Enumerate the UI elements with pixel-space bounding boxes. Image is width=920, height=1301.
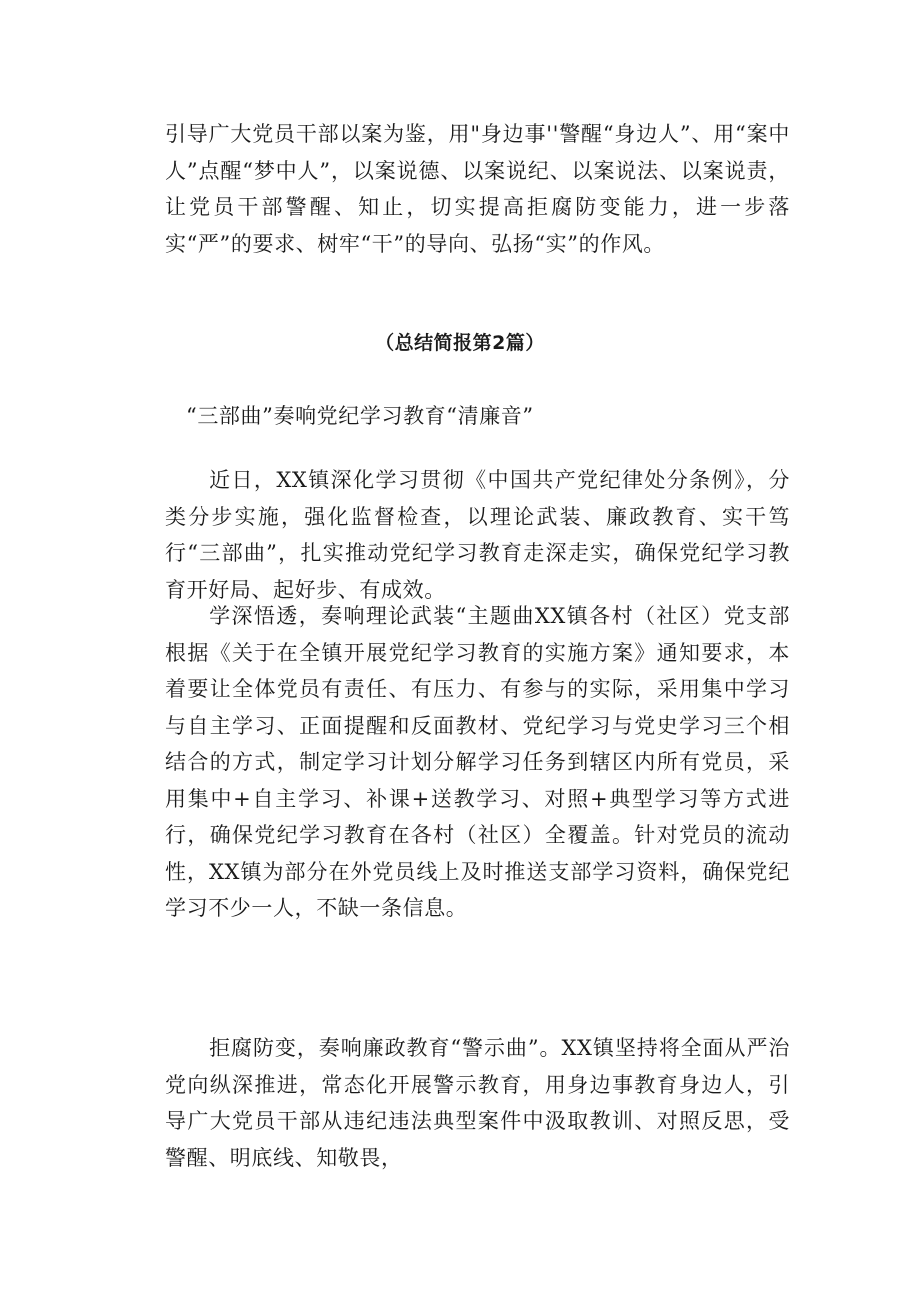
body-paragraph-3: 拒腐防变，奏响廉政教育“警示曲”。XX镇坚持将全面从严治党向纵深推进，常态化开展警示教育，用身边事教育身边人，引导广大党员干部从违纪违法典型案件中汲取教训、对照反思，受警醒、明底线、知敬畏， xyxy=(165,1036,790,1170)
article-title: “三部曲”奏响党纪学习教育“清廉音” xyxy=(186,404,534,428)
body-paragraph-2: 学深悟透，奏响理论武装“主题曲XX镇各村（社区）党支部根据《关于在全镇开展党纪学习教育的实施方案》通知要求，本着要让全体党员有责任、有压力、有参与的实际，采用集中学习与自主学习、正面提醒和反面教材、党纪学习与党史学习三个相结合的方式，制定学习计划分解学习任务到辖区内所有党员，采用集中+自主学习、补课+送教学习、对照+典型学习等方式进行，确保党纪学习教育在各村（社区）全覆盖。针对党员的流动性，XX镇为部分在外党员线上及时推送支部学习资料，确保党纪学习不少一人，不缺一条信息。 xyxy=(165,604,790,920)
body-paragraph-1: 近日，XX镇深化学习贯彻《中国共产党纪律处分条例》，分类分步实施，强化监督检查，以理论武装、廉政教育、实干笃行“三部曲”，扎实推动党纪学习教育走深走实，确保党纪学习教育开好局、起好步、有成效。 xyxy=(165,468,790,602)
section-heading: （总结简报第2篇） xyxy=(375,332,545,354)
intro-paragraph: 引导广大党员干部以案为鉴，用"身边事''警醒“身边人”、用“案中人”点醒“梦中人”，以案说德、以案说纪、以案说法、以案说责，让党员干部警醒、知止，切实提高拒腐防变能力，进一步落实“严”的要求、树牢“干”的导向、弘扬“实”的作风。 xyxy=(165,122,790,256)
